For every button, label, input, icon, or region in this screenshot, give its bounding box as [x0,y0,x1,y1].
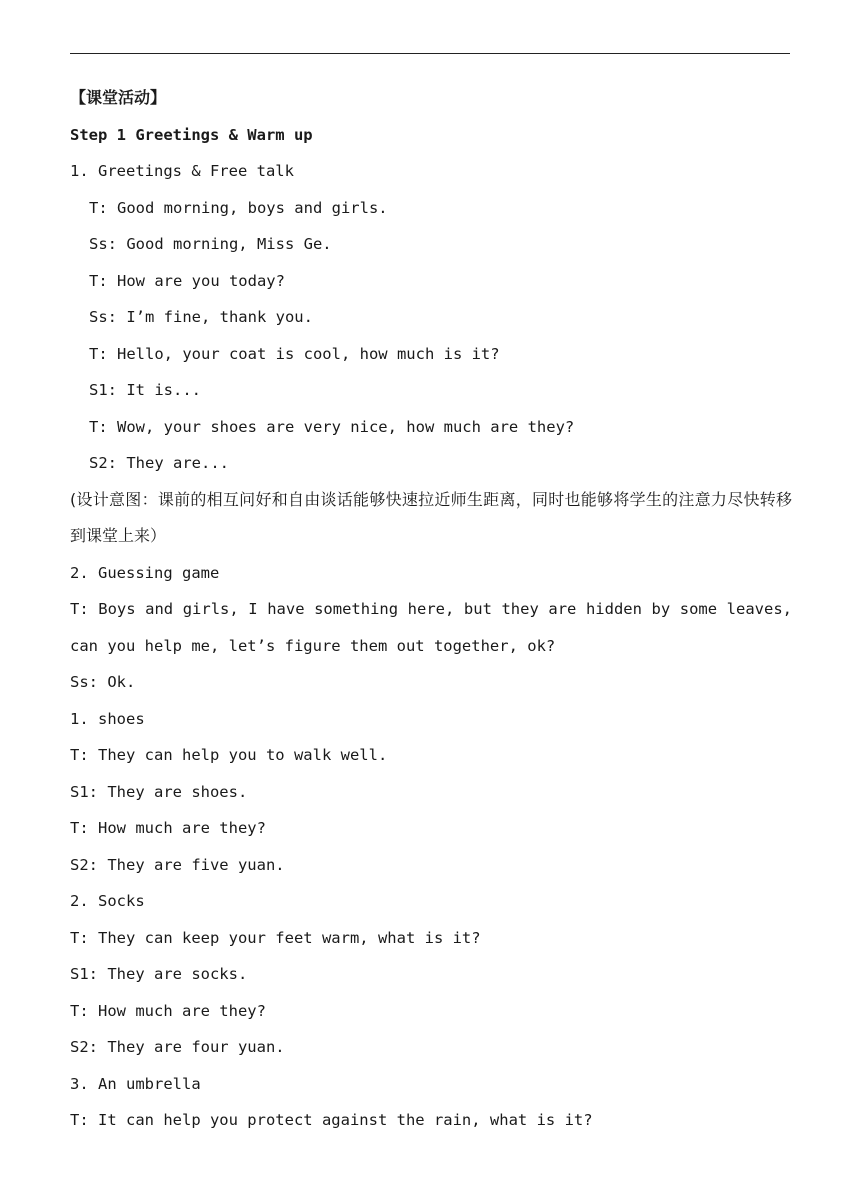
document-body [70,80,792,1139]
guess-item-title: 3. An umbrella [70,1074,201,1093]
dialog-line: S1: They are shoes. [70,782,248,801]
dialog-line: S2: They are five yuan. [70,855,285,874]
dialog-line: Ss: Ok. [70,673,136,691]
guess-intro: T: Boys and girls, I have something here, but they are hidden by some leaves, can you help me, let’s figure them out together, ok? [70,600,792,655]
guess-item-title: 1. shoes [70,709,145,728]
guess-item-title: 2. Socks [70,892,145,910]
dialog-line: Ss: Good morning, Miss Ge. [89,235,332,253]
header-rule [70,53,790,54]
dialog-line: T: Hello, your coat is cool, how much is it? [89,344,500,363]
section-title: 【课堂活动】 [70,88,167,107]
step-title: Step 1 Greetings & Warm up [70,125,313,144]
dialog-line: T: It can help you protect against the rain, what is it? [70,1111,593,1129]
dialog-line: T: Wow, your shoes are very nice, how much are they? [89,417,575,436]
dialog-line: T: They can help you to walk well. [70,746,388,764]
dialog-line: S1: They are socks. [70,965,248,983]
dialog-line: T: They can keep your feet warm, what is it? [70,928,481,947]
design-note: (设计意图：课前的相互问好和自由谈话能够快速拉近师生距离，同时也能够将学生的注意力尽快转移到课堂上来） [70,489,792,545]
item-title: 1. Greetings & Free talk [70,162,294,180]
dialog-line: S2: They are... [89,454,229,472]
dialog-line: T: How much are they? [70,819,266,837]
dialog-line: T: How much are they? [70,1001,266,1020]
item-title: 2. Guessing game [70,563,220,582]
dialog-line: Ss: I’m fine, thank you. [89,308,313,326]
dialog-line: S2: They are four yuan. [70,1038,285,1056]
dialog-line: T: How are you today? [89,271,285,290]
dialog-line: S1: It is... [89,381,201,399]
dialog-line: T: Good morning, boys and girls. [89,198,388,217]
